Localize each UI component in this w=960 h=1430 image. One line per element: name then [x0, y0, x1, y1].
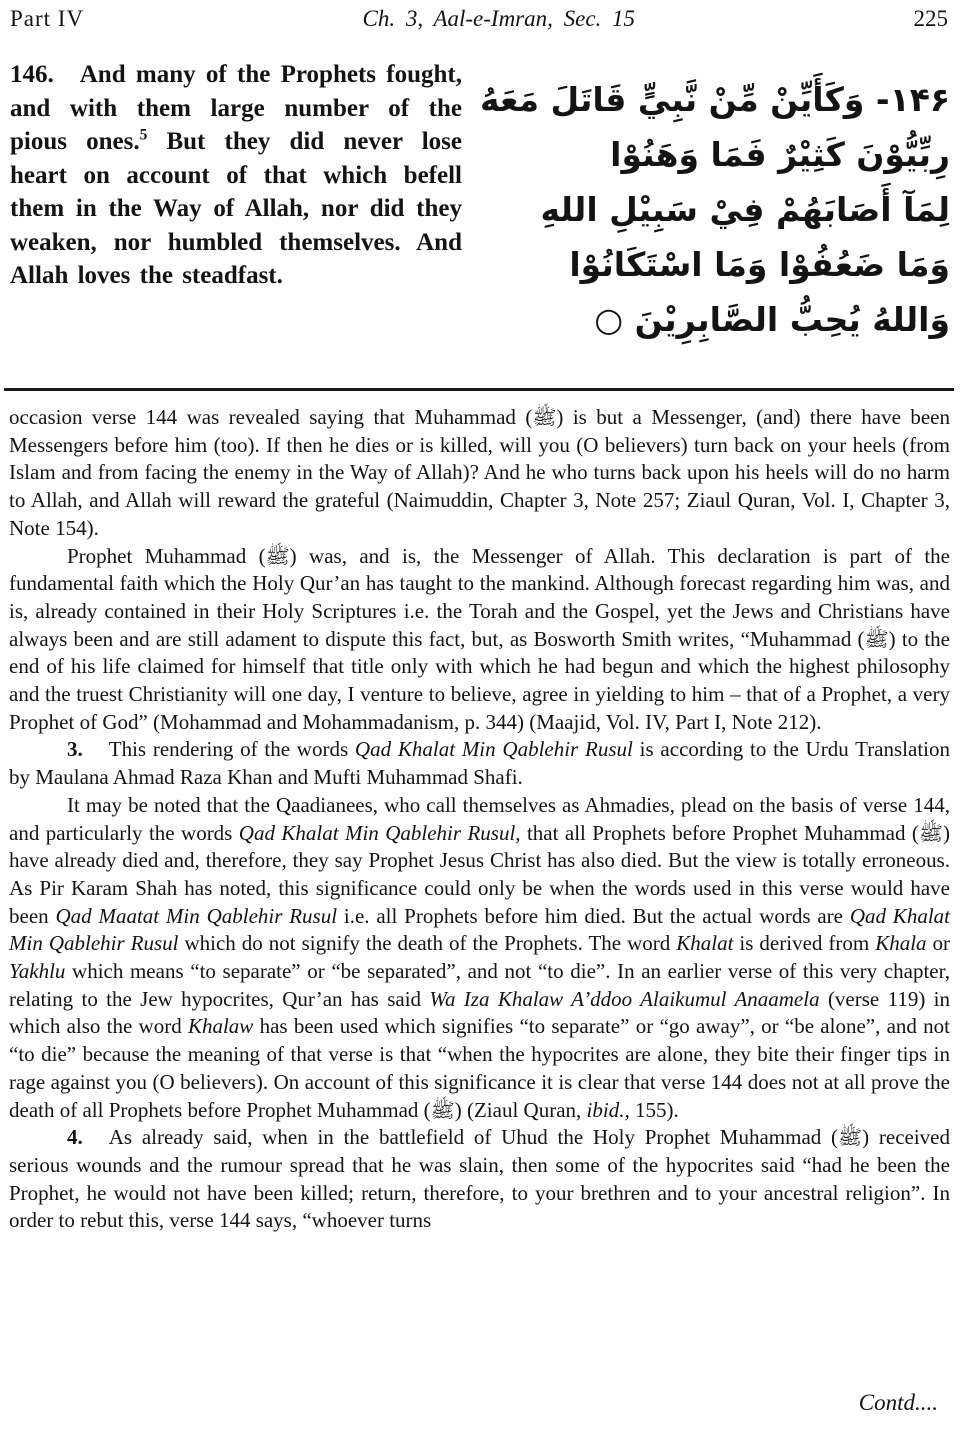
text-segment: ) is but a Messenger, (and) there have been Messengers before him (too). If then he dies or is killed, will you (O believers) turn back on your heels (from Islam and from facing the enemy in the Way of Allah)? And he who turns back upon his heels will do no harm to Allah, and Allah will reward the grateful (Naimuddin, Chapter 3, Note 257; Ziaul Quran, Vol. I, Chapter 3, Note 154). — [9, 405, 950, 540]
paragraph-number: 146. — [10, 61, 54, 88]
text-segment: is derived from — [733, 931, 876, 956]
text-segment: But they did never lose heart on account of that which befell them in the Way of Allah, nor did they weaken, nor humbled themselves. And Allah loves the steadfast. — [10, 128, 462, 289]
text-segment: i.e. all Prophets before him died. But the actual words are — [337, 903, 850, 928]
text-segment: ibid., — [586, 1097, 630, 1122]
header-part-label: Part IV — [10, 6, 85, 31]
text-segment: (verse 119) in which also the word — [9, 986, 950, 1039]
text-segment: ) received serious wounds and the rumour spread that he was slain, then some of the hypocrites said “had he been the Prophet, he would not have been killed; return, therefore, to your brethren and to your ancestral religion”. In order to rebut this, verse 144 says, “whoever turns — [9, 1125, 950, 1233]
text-segment: that all Prophets before Prophet Muhammad ( — [520, 820, 919, 845]
section-divider — [4, 388, 954, 391]
paragraph-number: 3. — [67, 737, 83, 762]
verse-section — [0, 32, 960, 368]
arabic-verse-line: وَمَا ضَعُفُوْا وَمَا اسْتَكَانُوْا — [569, 245, 950, 284]
text-segment: 5 — [139, 126, 148, 144]
text-segment: Qad Maatat Min Qablehir Rusul — [55, 903, 338, 928]
commentary-paragraph — [9, 404, 950, 543]
pbuh-symbol: ﷺ — [532, 405, 557, 429]
text-segment: This rendering of the words — [108, 737, 355, 762]
text-segment: 155). — [629, 1097, 679, 1122]
text-segment: which do not signify the death of the Prophets. The word — [178, 931, 677, 956]
arabic-verse-line: ۱۴۶- وَكَأَيِّنْ مِّنْ نَّبِيٍّ قَاتَلَ مَعَهُ — [479, 80, 950, 119]
text-segment: Khalaw — [187, 1014, 254, 1039]
text-segment: Wa Iza Khalaw A’ddoo Alaikumul Anaamela — [429, 986, 820, 1011]
pbuh-symbol: ﷺ — [838, 1125, 863, 1150]
text-segment: or — [926, 931, 951, 956]
text-segment: And many of the Prophets fought, and with them large number of the pious ones. — [10, 61, 462, 155]
header-page-number: 225 — [913, 6, 948, 31]
text-segment: Qad Khalat Min Qablehir Rusul — [354, 737, 633, 762]
header-chapter-title: Ch. 3, Aal-e-Imran, Sec. 15 — [362, 6, 636, 31]
text-segment: Qad Khalat Min Qablehir Rusul, — [238, 820, 521, 845]
arabic-verse-line: لِمَآ أَصَابَهُمْ فِيْ سَبِيْلِ اللهِ — [540, 190, 950, 229]
text-segment: has been used which signifies “to separate” or “go away”, or “be alone”, and not “to die” because the meaning of that verse is that “when the hypocrites are alone, they bite their finger tips in rage against you (O believers). On account of this significance it is clear that verse 144 does not at all prove the death of all Prophets before Prophet Muhammad ( — [9, 1014, 950, 1122]
pbuh-symbol: ﷺ — [430, 1097, 455, 1122]
page-header — [0, 0, 960, 32]
arabic-verse-line: رِبِّيُّوْنَ كَثِيْرٌ فَمَا وَهَنُوْا — [610, 135, 950, 174]
pbuh-symbol: ﷺ — [864, 626, 889, 651]
text-segment: Qad Khalat Min Qablehir Rusul — [9, 903, 950, 956]
text-segment: which means “to separate” or “be separated”, and not “to die”. In an earlier verse of this very chapter, relating to the Jew hypocrites, Qur’an has said — [9, 959, 950, 1011]
text-segment: ) to the end of his life claimed for himself that title only with which he had begun and which the highest philosophy and the truest Christianity will one day, I venture to believe, agree in yielding to him – that of a Prophet, a very Prophet of God” (Mohammad and Mohammadanism, p. 344) (Maajid, Vol. IV, Part I, Note 212). — [9, 626, 950, 734]
text-segment: ) was, and is, the Messenger of Allah. This declaration is part of the fundamental faith which the Holy Qur’an has taught to the mankind. Although forecast regarding him was, and is, already contained in their Holy Scriptures i.e. the Torah and the Gospel, yet the Jews and Christians have always been and are still adament to dispute this fact, but, as Bosworth Smith writes, “Muhammad ( — [9, 543, 951, 651]
text-segment: Prophet Muhammad ( — [67, 543, 266, 568]
text-segment: occasion verse 144 was revealed saying that Muhammad ( — [9, 405, 533, 429]
verse-translation — [10, 58, 462, 368]
text-segment: ) (Ziaul Quran, — [454, 1097, 587, 1122]
commentary-paragraph — [9, 792, 950, 1124]
text-segment: Khalat — [676, 931, 734, 956]
verse-arabic — [462, 58, 950, 368]
commentary-paragraph — [9, 736, 950, 791]
page-footer — [859, 1390, 938, 1416]
paragraph-number: 4. — [67, 1125, 83, 1150]
text-segment: ) have already died and, therefore, they say Prophet Jesus Christ has also died. But the view is totally erroneous. As Pir Karam Shah has noted, this significance could only be when the words used in this verse would have been — [9, 820, 950, 928]
commentary-section — [0, 404, 960, 1235]
commentary-paragraph — [9, 1124, 950, 1235]
text-segment: is according to the Urdu Translation by Maulana Ahmad Raza Khan and Mufti Muhammad Shafi. — [9, 737, 951, 790]
contd-label: Contd.... — [858, 1390, 938, 1415]
arabic-verse-line: وَاللهُ يُحِبُّ الصَّابِرِيْنَ ○ — [594, 300, 950, 339]
text-segment: Khala — [875, 931, 927, 956]
text-segment: It may be noted that the Qaadianees, who call themselves as Ahmadies, plead on the basis of verse 144, and particularly the words — [9, 792, 950, 845]
text-segment: As already said, when in the battlefield of Uhud the Holy Prophet Muhammad ( — [108, 1125, 839, 1150]
text-segment: Yakhlu — [9, 959, 66, 984]
pbuh-symbol: ﷺ — [265, 543, 290, 568]
pbuh-symbol: ﷺ — [918, 820, 943, 845]
commentary-paragraph — [9, 543, 950, 737]
